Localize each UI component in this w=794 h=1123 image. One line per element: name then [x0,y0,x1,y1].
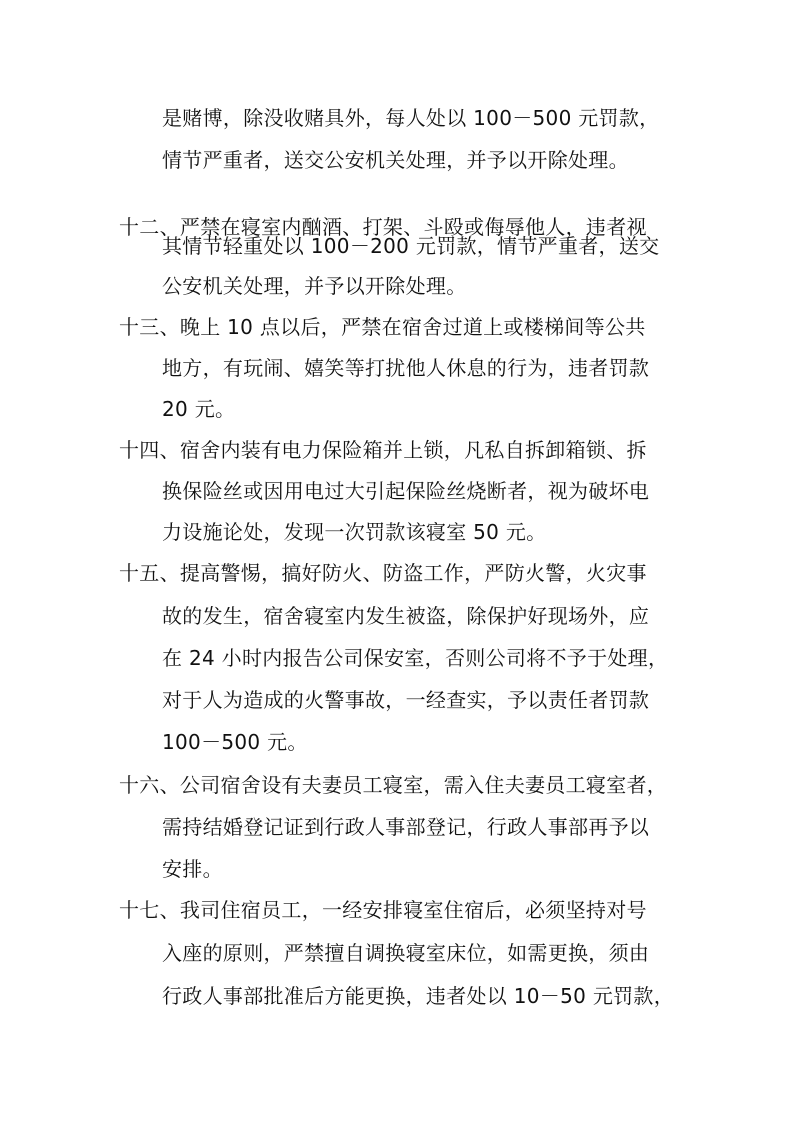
clause-17-line: 十七、我司住宿员工，一经安排寝室住宿后，必须坚持对号 [119,898,647,922]
text-line: 换保险丝或因用电过大引起保险丝烧断者，视为破坏电 [162,479,650,503]
text-line: 情节严重者，送交公安机关处理，并予以开除处理。 [162,148,629,172]
text-line: 地方，有玩闹、嬉笑等打扰他人休息的行为，违者罚款 [162,356,650,380]
text-line: 是赌博，除没收赌具外，每人处以 100－500 元罚款， [162,106,660,130]
text-line: 入座的原则，严禁擅自调换寝室床位，如需更换，须由 [162,941,650,965]
text-line: 安排。 [162,857,223,881]
clause-13-line: 十三、晚上 10 点以后，严禁在宿舍过道上或楼梯间等公共 [119,315,646,339]
text-line: 公安机关处理，并予以开除处理。 [162,274,467,298]
text-line: 在 24 小时内报告公司保安室，否则公司将不予于处理， [162,646,669,670]
clause-14-line: 十四、宿舍内装有电力保险箱并上锁，凡私自拆卸箱锁、拆 [119,438,647,462]
text-line: 20 元。 [162,397,236,421]
clause-12-line: 十二、严禁在寝室内酗酒、打架、斗殴或侮辱他人，违者视 [119,215,647,239]
clause-16-line: 十六、公司宿舍设有夫妻员工寝室，需入住夫妻员工寝室者， [119,773,668,797]
text-line: 故的发生，宿舍寝室内发生被盗，除保护好现场外，应 [162,604,650,628]
text-line: 对于人为造成的火警事故，一经查实，予以责任者罚款 [162,688,650,712]
text-line: 行政人事部批准后方能更换，违者处以 10－50 元罚款， [162,984,675,1008]
text-line: 力设施论处，发现一次罚款该寝室 50 元。 [162,520,547,544]
clause-15-line: 十五、提高警惕，搞好防火、防盗工作，严防火警，火灾事 [119,561,647,585]
text-line: 100－500 元。 [162,730,308,754]
text-line: 需持结婚登记证到行政人事部登记，行政人事部再予以 [162,815,650,839]
text-line: 其情节轻重处以 100－200 元罚款，情节严重者，送交 [162,234,660,258]
